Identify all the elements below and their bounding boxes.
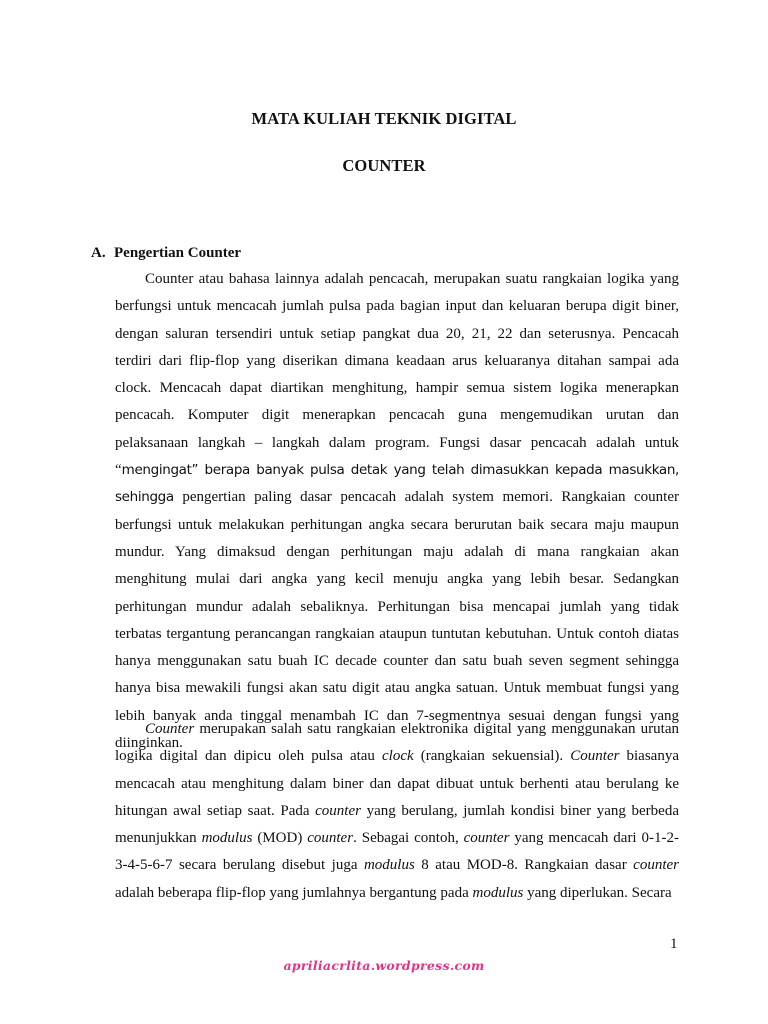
- term-counter: Counter: [570, 748, 620, 765]
- paragraph-2-text: . Sebagai contoh,: [353, 830, 464, 847]
- paragraph-1-text-b: mengingat” berapa banyak pulsa detak yang telah dimasukkan kepada masukkan, sehingga: [115, 462, 679, 506]
- document-title: MATA KULIAH TEKNIK DIGITAL: [251, 109, 517, 128]
- paragraph-2-text: 8 atau MOD-8. Rangkaian dasar: [414, 857, 634, 874]
- watermark: apriliacrlita.wordpress.com: [283, 958, 485, 973]
- paragraph-2-text: yang diperlukan. Secara: [523, 884, 672, 901]
- paragraph-2-text: (MOD): [252, 830, 308, 847]
- section-letter: A.: [91, 245, 106, 261]
- term-modulus: modulus: [363, 857, 415, 874]
- document-subtitle: COUNTER: [342, 156, 426, 175]
- paragraph-1-text-a: Counter atau bahasa lainnya adalah pencacah, merupakan suatu rangkaian logika yang berfungsi untuk mencacah jumlah pulsa pada bagian input dan keluaran berupa digit biner, dengan saluran tersendiri untuk setiap pangkat dua 20, 21, 22 dan seterusnya. Pencacah terdiri dari flip-flop yang diserikan dimana keadaan arus keluaranya ditahan sampai ada clock. Mencacah dapat diartikan menghitung, hampir semua sistem logika menerapkan pencacah. Komputer digit menerapkan pencacah guna mengemudikan urutan dan pelaksanaan langkah – langkah dalam program. Fungsi dasar pencacah adalah untuk “: [115, 271, 679, 479]
- term-counter: counter: [315, 802, 361, 819]
- paragraph-1-text-c: pengertian paling dasar pencacah adalah system memori. Rangkaian counter berfungsi untuk melakukan perhitungan angka secara berurutan baik secara maju maupun mundur. Yang dimaksud dengan perhitungan maju adalah di mana rangkaian akan menghitung mulai dari angka yang kecil menuju angka yang lebih besar. Sedangkan perhitungan mundur adalah sebaliknya. Perhitungan bisa mencapai jumlah yang tidak terbatas tergantung perancangan rangkaian ataupun tuntutan kebutuhan. Untuk contoh diatas hanya menggunakan satu buah IC decade counter dan satu buah seven segment sehingga hanya bisa mewakili fungsi akan satu digit atau angka satuan. Untuk membuat fungsi yang lebih banyak anda tinggal menambah IC dan 7-segmentnya sesuai dengan fungsi yang diinginkan.: [115, 489, 679, 752]
- term-counter: counter: [307, 830, 354, 847]
- paragraph-2-text: merupakan salah satu rangkaian elektronika digital yang menggunakan urutan logika digital dan dipicu oleh pulsa atau: [115, 721, 679, 765]
- paragraph-counter-description: [115, 716, 679, 907]
- term-counter: counter: [463, 830, 510, 847]
- paragraph-definition: [115, 266, 679, 757]
- paragraph-2-text: adalah beberapa flip-flop yang jumlahnya bergantung pada: [115, 884, 473, 901]
- term-modulus: modulus: [472, 884, 524, 901]
- section-heading: [91, 245, 241, 262]
- term-counter: Counter: [145, 721, 195, 737]
- paragraph-2-text: yang mencacah dari 0-1-2-3-4-5-6-7 secara berulang disebut juga: [115, 830, 680, 874]
- page-number: 1: [670, 936, 678, 952]
- term-counter: counter: [633, 857, 679, 874]
- paragraph-2-text: biasanya mencacah atau menghitung dalam biner dan dapat dibuat untuk berhenti atau berulang ke hitungan awal setiap saat. Pada: [115, 748, 679, 819]
- paragraph-2-text: yang berulang, jumlah kondisi biner yang berbeda menunjukkan: [115, 802, 679, 847]
- term-clock: clock: [382, 748, 414, 765]
- section-title: Pengertian Counter: [114, 245, 242, 261]
- term-modulus: modulus: [201, 830, 253, 847]
- paragraph-2-text: (rangkaian sekuensial).: [413, 748, 571, 765]
